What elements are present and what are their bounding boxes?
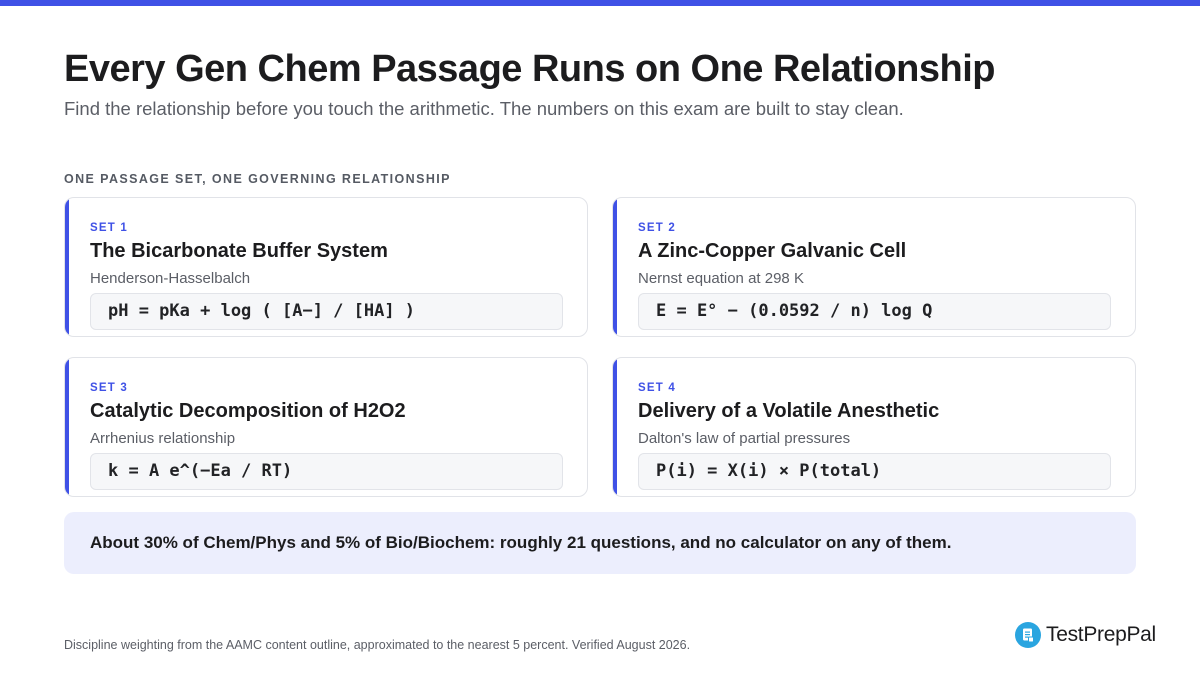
- passage-set-card: [64, 197, 588, 337]
- set-label: SET 2: [638, 222, 676, 234]
- set-relationship: Henderson-Hasselbalch: [90, 270, 251, 287]
- callout-text: About 30% of Chem/Phys and 5% of Bio/Biochem: roughly 21 questions, and no calculator on any of them.: [90, 533, 952, 552]
- source-footnote: Discipline weighting from the AAMC content outline, approximated to the nearest 5 percent. Verified August 2026.: [64, 638, 691, 652]
- set-formula: k = A e^(−Ea / RT): [90, 453, 563, 490]
- card-accent-bar: [613, 358, 617, 496]
- set-title: Delivery of a Volatile Anesthetic: [638, 400, 940, 422]
- set-relationship: Dalton's law of partial pressures: [638, 430, 851, 447]
- set-title: Catalytic Decomposition of H2O2: [90, 400, 406, 422]
- passage-set-card: [64, 357, 588, 497]
- card-accent-bar: [65, 358, 69, 496]
- set-relationship: Arrhenius relationship: [90, 430, 236, 447]
- set-formula: pH = pKa + log ( [A−] / [HA] ): [90, 293, 563, 330]
- brand-name: TestPrepPal: [1046, 623, 1156, 646]
- set-formula: P(i) = X(i) × P(total): [638, 453, 1111, 490]
- set-title: The Bicarbonate Buffer System: [90, 240, 388, 262]
- page-title: Every Gen Chem Passage Runs on One Relationship: [64, 48, 995, 90]
- page-subtitle: Find the relationship before you touch the arithmetic. The numbers on this exam are built to stay clean.: [64, 98, 904, 119]
- document-logo-icon: [1015, 622, 1041, 648]
- set-label: SET 1: [90, 222, 128, 234]
- set-title: A Zinc-Copper Galvanic Cell: [638, 240, 907, 262]
- set-label: SET 4: [638, 382, 676, 394]
- section-label: ONE PASSAGE SET, ONE GOVERNING RELATIONSHIP: [64, 172, 451, 186]
- set-relationship: Nernst equation at 298 K: [638, 270, 804, 287]
- brand-logo: [1015, 622, 1156, 648]
- passage-set-card: [612, 357, 1136, 497]
- summary-callout: [64, 512, 1136, 574]
- card-accent-bar: [65, 198, 69, 336]
- card-accent-bar: [613, 198, 617, 336]
- top-accent-bar: [0, 0, 1200, 6]
- set-formula: E = E° − (0.0592 / n) log Q: [638, 293, 1111, 330]
- passage-set-card: [612, 197, 1136, 337]
- set-label: SET 3: [90, 382, 128, 394]
